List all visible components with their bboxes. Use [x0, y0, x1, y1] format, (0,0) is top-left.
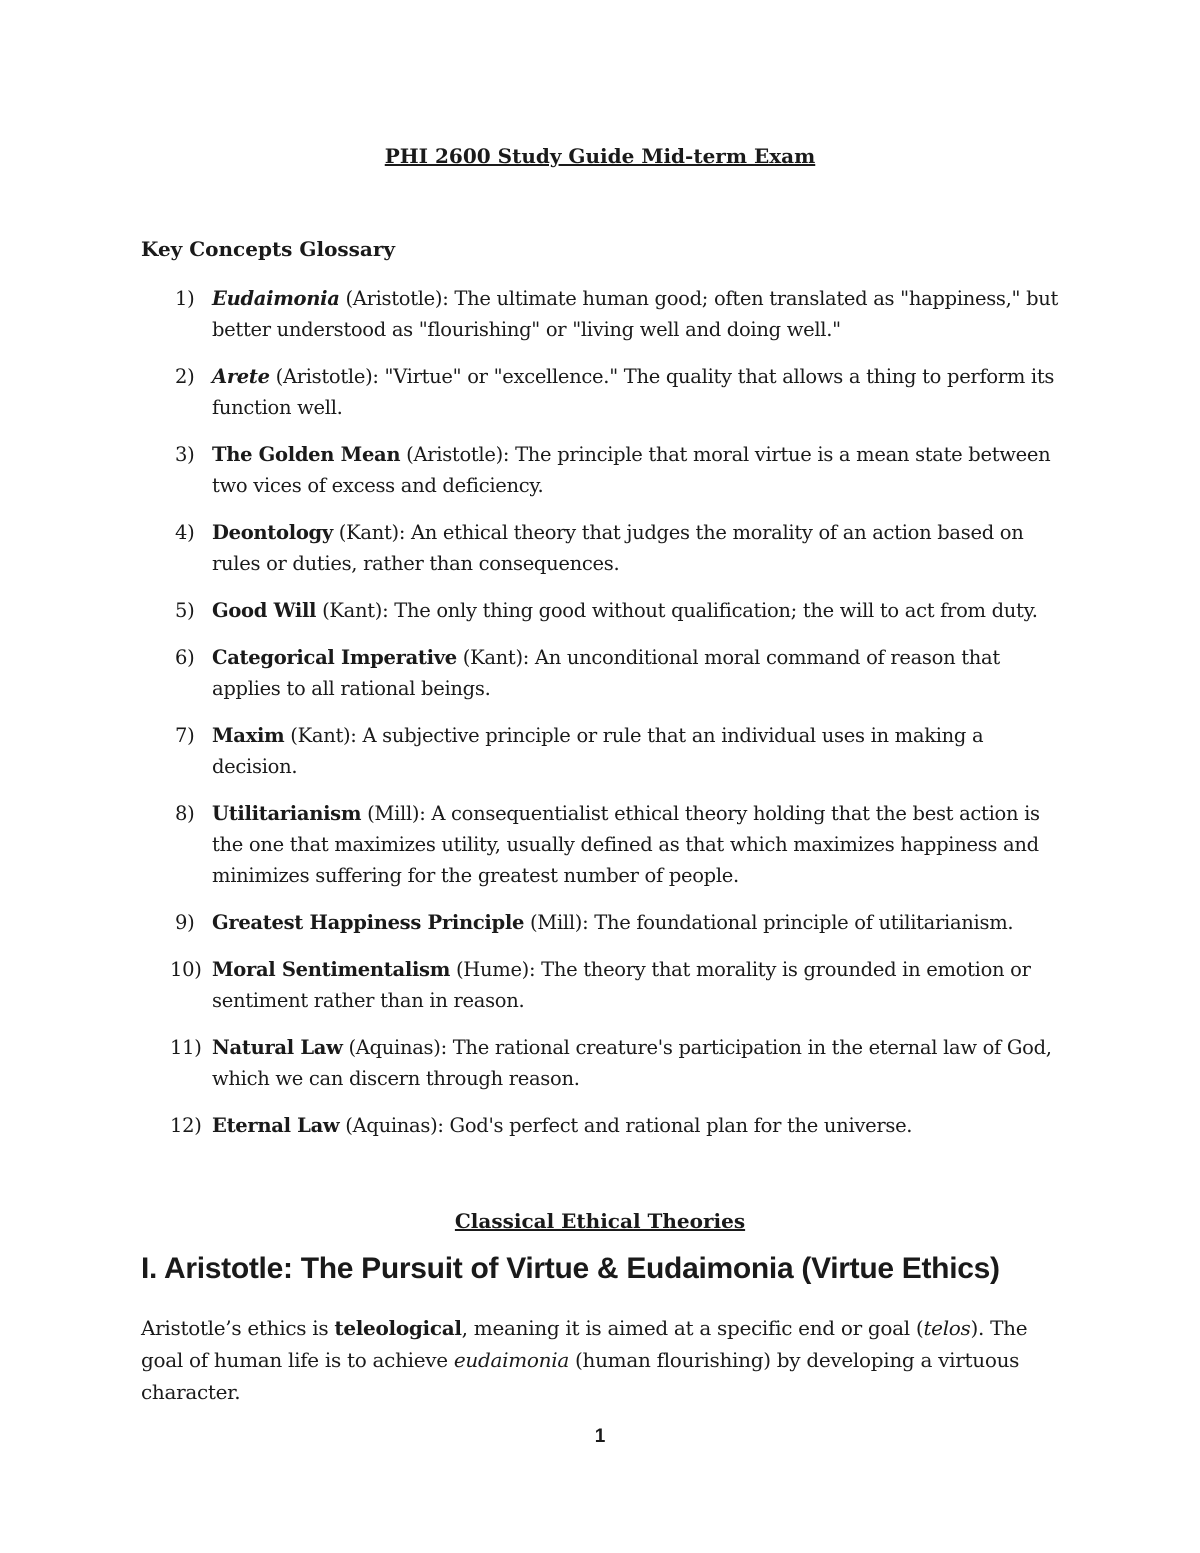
- entry-definition: : The rational creature's participation in the eternal law of God, which we can discern through reason.: [212, 1036, 1052, 1090]
- glossary-list: [141, 283, 1071, 1157]
- entry-attribution: (Aquinas): [342, 1036, 441, 1059]
- aristotle-heading: I. Aristotle: The Pursuit of Virtue & Eudaimonia (Virtue Ethics): [141, 1252, 1000, 1285]
- entry-definition: : God's perfect and rational plan for the universe.: [437, 1114, 913, 1137]
- entry-attribution: (Aquinas): [339, 1114, 438, 1137]
- paragraph-italic-term: telos: [923, 1316, 971, 1340]
- entry-definition: : An ethical theory that judges the morality of an action based on rules or duties, rather than consequences.: [212, 521, 1024, 575]
- entry-term: Deontology: [212, 521, 333, 544]
- entry-definition: : A consequentialist ethical theory holding that the best action is the one that maximizes utility, usually defined as that which maximizes happiness and minimizes suffering for the greatest number of people.: [212, 802, 1040, 887]
- entry-definition: : The only thing good without qualification; the will to act from duty.: [382, 599, 1038, 622]
- entry-number: 8): [175, 802, 195, 825]
- entry-attribution: (Aristotle): [400, 443, 503, 466]
- entry-number: 9): [175, 911, 195, 934]
- entry-definition: : The principle that moral virtue is a mean state between two vices of excess and deficiency.: [212, 443, 1051, 497]
- entry-term: Good Will: [212, 599, 317, 622]
- entry-number: 12): [170, 1114, 202, 1137]
- entry-term: Moral Sentimentalism: [212, 958, 451, 981]
- aristotle-paragraph: [141, 1312, 1066, 1408]
- entry-term: Utilitarianism: [212, 802, 362, 825]
- entry-number: 11): [170, 1036, 202, 1059]
- entry-attribution: (Aristotle): [339, 287, 443, 310]
- entry-attribution: (Hume): [450, 958, 529, 981]
- glossary-entry: [141, 439, 1071, 501]
- entry-attribution: (Mill): [524, 911, 583, 934]
- document-title: PHI 2600 Study Guide Mid-term Exam: [384, 144, 816, 168]
- entry-attribution: (Kant): [284, 724, 351, 747]
- entry-attribution: (Aristotle): [269, 365, 373, 388]
- entry-number: 3): [175, 443, 195, 466]
- entry-term: Eudaimonia: [212, 287, 340, 310]
- entry-definition: : The foundational principle of utilitarianism.: [582, 911, 1014, 934]
- entry-term: Maxim: [212, 724, 285, 747]
- glossary-entry: [141, 1032, 1071, 1094]
- glossary-heading: Key Concepts Glossary: [141, 237, 396, 261]
- entry-number: 2): [175, 365, 195, 388]
- entry-definition: : A subjective principle or rule that an individual uses in making a decision.: [212, 724, 984, 778]
- entry-definition: : An unconditional moral command of reason that applies to all rational beings.: [212, 646, 1000, 700]
- entry-definition: : "Virtue" or "excellence." The quality that allows a thing to perform its function well.: [212, 365, 1055, 419]
- entry-definition: : The theory that morality is grounded in emotion or sentiment rather than in reason.: [212, 958, 1031, 1012]
- glossary-entry: [141, 720, 1071, 782]
- entry-term: Categorical Imperative: [212, 646, 457, 669]
- paragraph-text: (human flourishing) by developing a virtuous character.: [141, 1348, 1020, 1404]
- section-heading: Classical Ethical Theories: [454, 1209, 746, 1233]
- paragraph-italic-term: eudaimonia: [453, 1348, 569, 1372]
- entry-number: 1): [175, 287, 195, 310]
- paragraph-text: Aristotle’s ethics is: [141, 1316, 335, 1340]
- paragraph-text: ). The goal of human life is to achieve: [141, 1316, 1028, 1372]
- entry-attribution: (Kant): [316, 599, 383, 622]
- glossary-entry: [141, 798, 1071, 891]
- glossary-entry: [141, 283, 1071, 345]
- page-number: 1: [594, 1426, 606, 1447]
- glossary-entry: [141, 954, 1071, 1016]
- paragraph-bold-term: teleological: [334, 1316, 462, 1340]
- entry-attribution: (Mill): [361, 802, 420, 825]
- entry-number: 7): [175, 724, 195, 747]
- entry-term: Eternal Law: [212, 1114, 340, 1137]
- entry-term: Arete: [212, 365, 270, 388]
- entry-term: Natural Law: [212, 1036, 343, 1059]
- glossary-entry: [141, 642, 1071, 704]
- entry-number: 10): [170, 958, 202, 981]
- entry-attribution: (Kant): [332, 521, 399, 544]
- glossary-entry: [141, 907, 1071, 938]
- entry-attribution: (Kant): [456, 646, 523, 669]
- entry-number: 6): [175, 646, 195, 669]
- glossary-entry: [141, 595, 1071, 626]
- entry-term: The Golden Mean: [212, 443, 401, 466]
- glossary-entry: [141, 361, 1071, 423]
- entry-term: Greatest Happiness Principle: [212, 911, 525, 934]
- glossary-entry: [141, 517, 1071, 579]
- glossary-entry: [141, 1110, 1071, 1141]
- entry-number: 5): [175, 599, 195, 622]
- entry-definition: : The ultimate human good; often translated as "happiness," but better understood as "flourishing" or "living well and doing well.": [212, 287, 1059, 341]
- paragraph-text: , meaning it is aimed at a specific end or goal (: [461, 1316, 924, 1340]
- entry-number: 4): [175, 521, 195, 544]
